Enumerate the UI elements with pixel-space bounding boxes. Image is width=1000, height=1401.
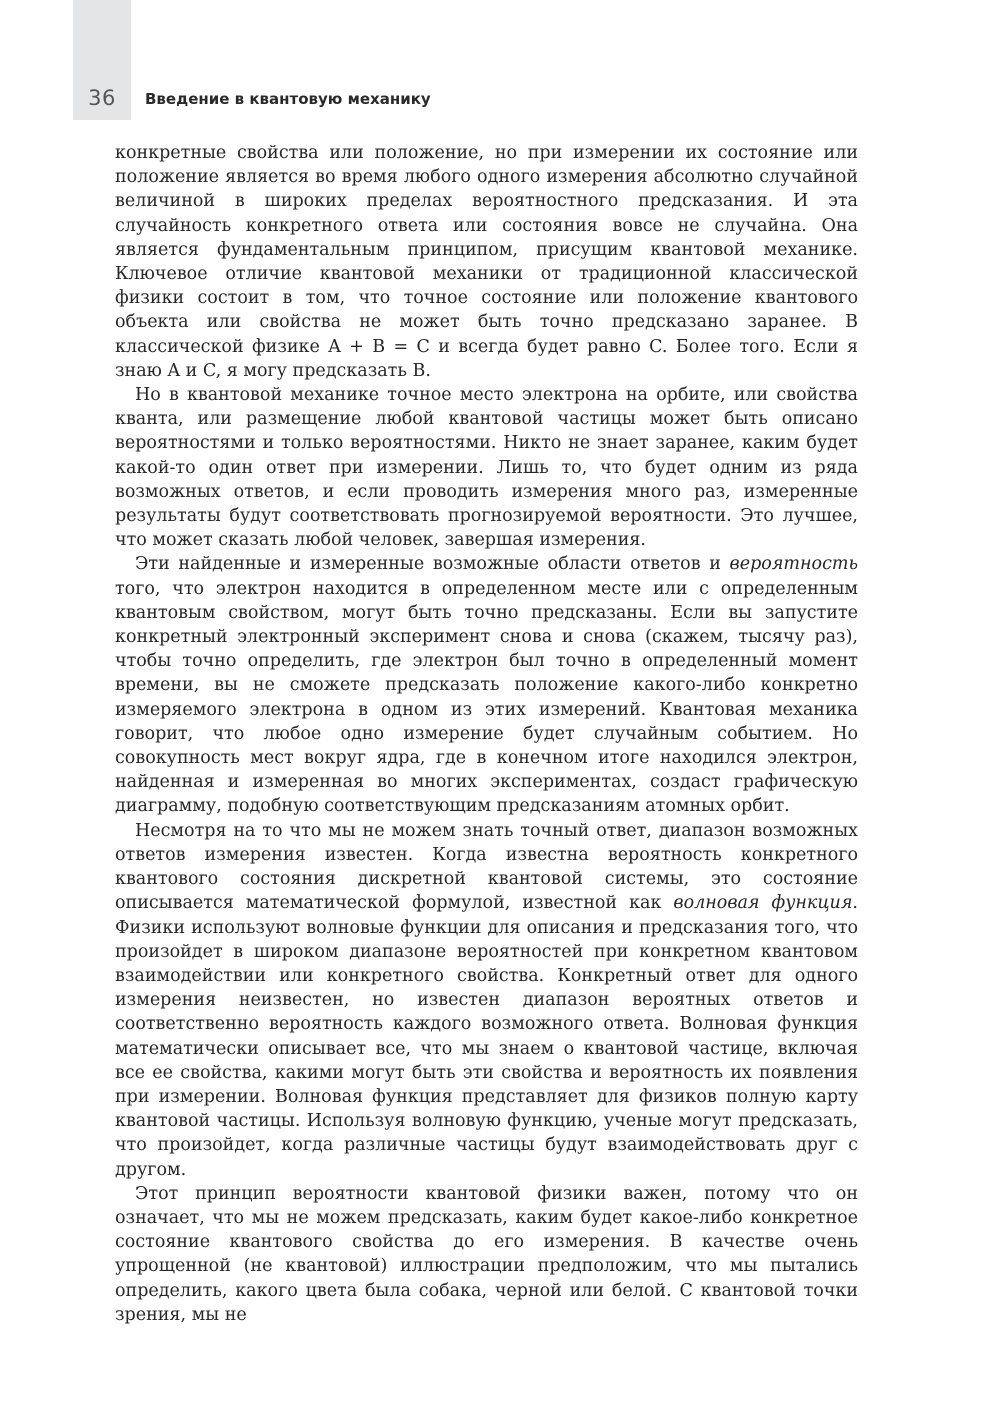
page-number: 36 [88,86,116,110]
paragraph-1: конкретные свойства или положение, но при измерении их состояние или положение является во время любого одного измерения абсолютно случайной величиной в широких пределах вероятностного предсказания. И эта случайность конкретного ответа или состояния вовсе не случайна. Она является фундаментальным принципом, присущим квантовой механике. Ключевое отличие квантовой механики от традиционной классической физики состоит в том, что точное состояние или положение квантового объекта или свойства не может быть точно предсказано заранее. В классической физике A + B = C и всегда будет равно C. Более того. Если я знаю A и C, я могу предсказать B. [115,143,858,381]
paragraph-2: Но в квантовой механике точное место электрона на орбите, или свойства кванта, или размещение любой квантовой частицы может быть описано вероятностями и только вероятностями. Никто не знает заранее, каким будет какой-то один ответ при измерении. Лишь то, что будет одним из ряда возможных ответов, и если проводить измерения много раз, измеренные результаты будут соответствовать прогнозируемой вероятности. Это лучшее, что может сказать любой человек, завершая измерения. [115,385,858,551]
paragraph-4 [115,819,858,1182]
body-text [115,141,858,1327]
paragraph-4-text-after: . Физики используют волновые функции для описания и предсказания того, что произойдет в широком диапазоне вероятностей при конкретном квантовом взаимодействии или конкретного свойства. Конкретный ответ для одного измерения неизвестен, но известен диапазон вероятных ответов и соответственно вероятность каждого возможного ответа. Волновая функция математически описывает все, что мы знаем о квантовой частице, включая все ее свойства, какими могут быть эти свойства и вероятность их появления при измерении. Волновая функция представляет для физиков полную карту квантовой частицы. Используя волновую функцию, ученые могут предсказать, что произойдет, когда различные частицы будут взаимодействовать друг с другом. [115,893,858,1180]
paragraph-3-emphasis: вероятность [729,554,858,575]
running-title: Введение в квантовую механику [145,90,431,108]
paragraph-3 [115,552,858,818]
paragraph-3-text-before: Эти найденные и измеренные возможные области ответов и [135,554,730,575]
paragraph-4-emphasis: волновая функция [673,893,853,914]
paragraph-5: Этот принцип вероятности квантовой физики важен, потому что он означает, что мы не можем предсказать, каким будет какое-либо конкретное состояние квантового свойства до его измерения. В качестве очень упрощенной (не квантовой) иллюстрации предположим, что мы пытались определить, какого цвета была собака, черной или белой. С квантовой точки зрения, мы не [115,1183,858,1325]
paragraph-3-text-after: того, что электрон находится в определенном месте или с определенным квантовым свойством, могут быть точно предсказаны. Если вы запустите конкретный электронный эксперимент снова и снова (скажем, тысячу раз), чтобы точно определить, где электрон был точно в определенный момент времени, вы не сможете предсказать положение какого-либо конкретно измеряемого электрона в одном из этих измерений. Квантовая механика говорит, что любое одно измерение будет случайным событием. Но совокупность мест вокруг ядра, где в конечном итоге находился электрон, найденная и измеренная во многих экспериментах, создаст графическую диаграмму, подобную соответствующим предсказаниям атомных орбит. [115,578,858,817]
paragraph-4-text-before: Несмотря на то что мы не можем знать точный ответ, диапазон возможных ответов измерения известен. Когда известна вероятность конкретного квантового состояния дискретной квантовой системы, это состояние описывается математической формулой, известной как [115,820,858,914]
